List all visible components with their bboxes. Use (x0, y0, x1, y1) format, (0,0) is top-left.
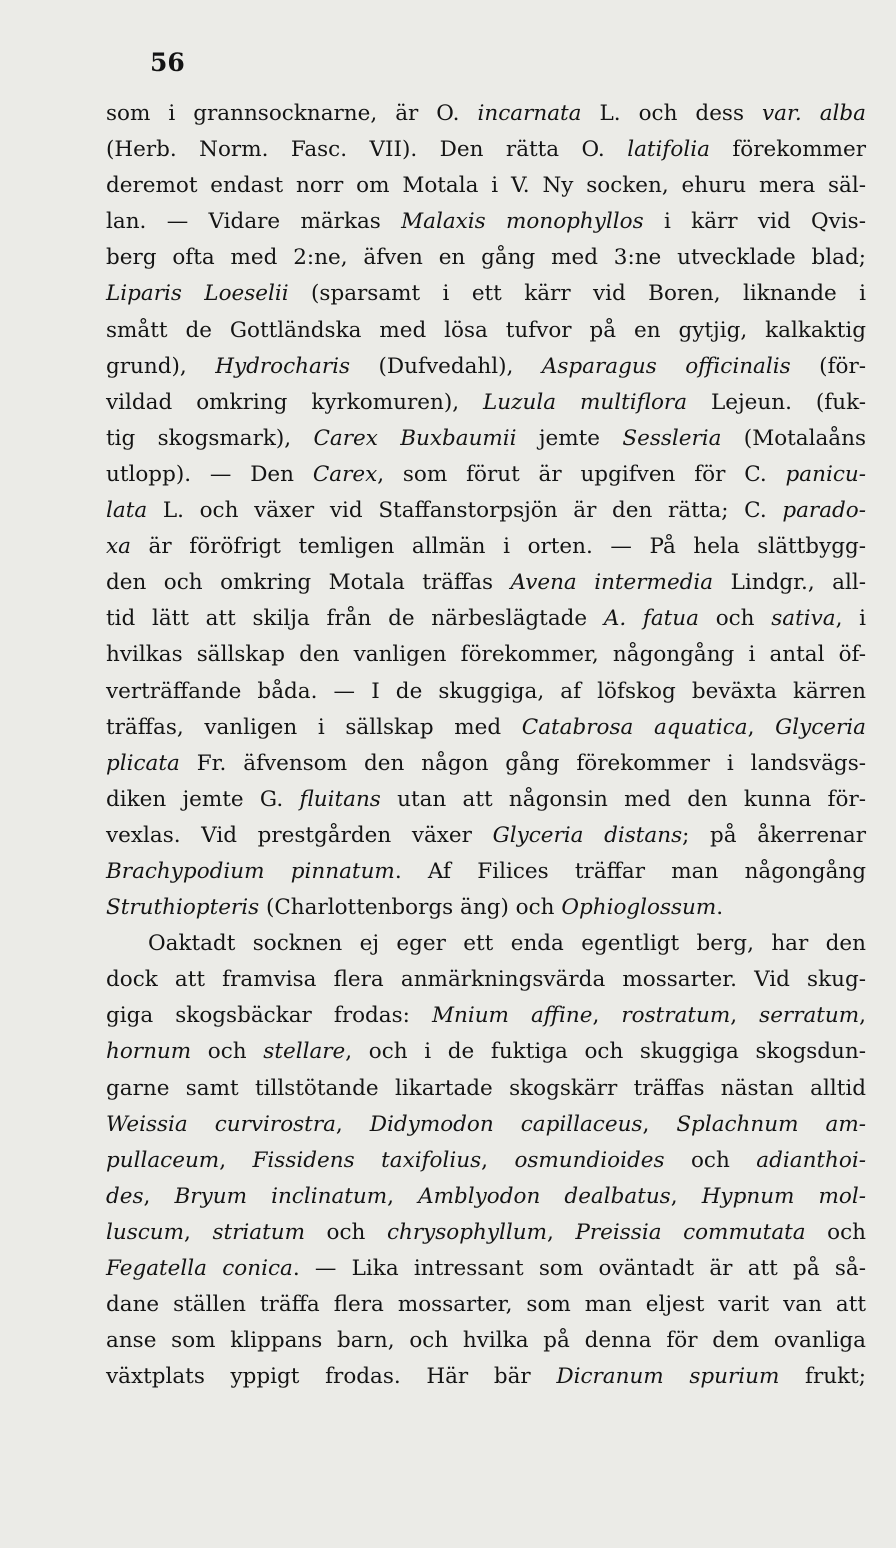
italic-term: pullaceum (106, 1147, 220, 1173)
page-number: 56 (150, 48, 185, 77)
text-run: , (335, 1111, 370, 1137)
text-run: verträffande båda. — I de skuggiga, af löfskog beväxta kärren (106, 678, 866, 704)
italic-term: adianthoi- (756, 1147, 866, 1173)
text-run: och (304, 1219, 387, 1245)
text-line (106, 565, 866, 601)
text-line (106, 204, 866, 240)
text-run: tid lätt att skilja från de närbeslägtade (106, 606, 604, 632)
text-run: Lejeun. (fuk- (687, 389, 866, 415)
text-line (106, 349, 866, 385)
text-run: hvilkas sällskap den vanligen förekommer, någongång i antal öf- (106, 642, 866, 668)
text-line (106, 1107, 866, 1143)
text-line (106, 782, 866, 818)
italic-term: Glyceria distans (492, 822, 683, 848)
italic-term: A. fatua (603, 606, 699, 632)
text-run: lan. — Vidare märkas (106, 209, 402, 235)
text-run: träffas, vanligen i sällskap med (106, 714, 522, 740)
text-line (106, 1323, 866, 1359)
text-run: (Motalaåns (721, 425, 866, 451)
text-run: giga skogsbäckar frodas: (106, 1003, 432, 1029)
text-line (106, 1251, 866, 1287)
italic-term: lata (106, 498, 148, 524)
text-line (106, 529, 866, 565)
text-run: den och omkring Motala träffas (106, 570, 511, 596)
text-line (106, 710, 866, 746)
text-run: , (730, 1003, 760, 1029)
text-run: Oaktadt socknen ej eger ett enda egentligt berg, har den (148, 931, 866, 957)
text-run: , (481, 1147, 515, 1173)
text-line (106, 421, 866, 457)
italic-term: Preissia commutata (575, 1219, 806, 1245)
text-line (106, 601, 866, 637)
text-run: (sparsamt i ett kärr vid Boren, liknande i (288, 281, 866, 307)
text-line (106, 1071, 866, 1107)
text-line (106, 457, 866, 493)
text-line (106, 132, 866, 168)
text-run: , (670, 1183, 702, 1209)
text-line (106, 1179, 866, 1215)
italic-term: incarnata (477, 101, 582, 126)
text-line (106, 890, 866, 926)
text-run: , (184, 1219, 213, 1245)
text-run: dane ställen träffa flera mossarter, som man eljest varit van att (106, 1292, 866, 1318)
text-run: anse som klippans barn, och hvilka på denna för dem ovanliga (106, 1328, 866, 1354)
italic-term: luscum (106, 1219, 185, 1245)
text-run: frukt; (779, 1364, 866, 1390)
italic-term: Fissidens taxifolius (252, 1147, 482, 1173)
text-line (106, 854, 866, 890)
italic-term: Malaxis monophyllos (401, 209, 644, 235)
text-line (106, 674, 866, 710)
text-line (106, 385, 866, 421)
italic-term: stellare (263, 1039, 346, 1065)
text-line (106, 240, 866, 276)
text-run: (för- (790, 353, 867, 379)
italic-term: xa (106, 534, 131, 560)
text-run: är föröfrigt temligen allmän i orten. — På hela slättbygg- (130, 534, 866, 560)
italic-term: Brachypodium pinnatum (106, 858, 395, 884)
text-run: i kärr vid Qvis- (643, 209, 866, 235)
text-run: , (143, 1183, 175, 1209)
italic-term: Didymodon capillaceus (369, 1111, 643, 1137)
italic-term: Asparagus officinalis (541, 353, 791, 379)
text-run: garne samt tillstötande likartade skogskärr träffas nästan alltid (106, 1075, 866, 1101)
italic-term: Splachnum am- (676, 1111, 866, 1137)
text-run: jemte (516, 425, 623, 451)
italic-term: serratum (759, 1003, 860, 1029)
text-run: , som förut är upgifven för C. (377, 461, 786, 487)
italic-term: Fegatella conica (106, 1256, 293, 1281)
text-line (106, 998, 866, 1034)
italic-term: Catabrosa aquatica (521, 714, 748, 740)
italic-term: hornum (106, 1039, 192, 1065)
text-run: L. och dess (581, 101, 762, 126)
text-run: och (698, 606, 772, 632)
italic-term: osmundioides (514, 1147, 665, 1173)
text-run: , (219, 1147, 253, 1173)
italic-term: Mnium affine (431, 1003, 593, 1029)
text-run: . — Lika intressant som oväntadt är att på så- (292, 1256, 867, 1281)
italic-term: Bryum inclinatum (174, 1183, 388, 1209)
text-line (106, 1215, 866, 1251)
italic-term: Carex Buxbaumii (313, 425, 517, 451)
text-run: , (387, 1183, 419, 1209)
text-line (106, 313, 866, 349)
text-line (106, 96, 866, 132)
text-line (106, 1034, 866, 1070)
text-run: smått de Gottländska med lösa tufvor på en gytjig, kalkaktig (106, 317, 866, 343)
text-run: förekommer (709, 137, 866, 163)
italic-term: Sessleria (622, 425, 722, 451)
text-line (106, 276, 866, 312)
text-run: utan att någonsin med den kunna för- (380, 786, 866, 812)
text-run: (Charlottenborgs äng) och (259, 895, 562, 921)
text-run: (Herb. Norm. Fasc. VII). Den rätta O. (106, 137, 628, 163)
text-run: och (664, 1147, 757, 1173)
text-run: vexlas. Vid prestgården växer (106, 822, 493, 848)
italic-term: var. alba (762, 101, 866, 126)
italic-term: Amblyodon dealbatus (418, 1183, 671, 1209)
text-run: . Af Filices träffar man någongång (394, 858, 866, 884)
text-run: vildad omkring kyrkomuren), (106, 389, 484, 415)
italic-term: des (106, 1183, 144, 1209)
text-run: som i grannsocknarne, är O. (106, 101, 478, 126)
italic-term: Struthiopteris (106, 895, 260, 921)
italic-term: chrysophyllum (386, 1219, 547, 1245)
text-run: L. och växer vid Staffanstorpsjön är den rätta; C. (147, 498, 783, 524)
text-line (106, 493, 866, 529)
text-run: (Dufvedahl), (350, 353, 542, 379)
text-line (106, 926, 866, 962)
text-run: utlopp). — Den (106, 461, 313, 487)
text-run: Lindgr., all- (713, 570, 866, 596)
text-run: och (191, 1039, 264, 1065)
italic-term: Weissia curvirostra (106, 1111, 336, 1137)
italic-term: Avena intermedia (510, 570, 714, 596)
text-run: , (547, 1219, 576, 1245)
italic-term: fluitans (299, 786, 381, 812)
text-run: och (805, 1219, 867, 1245)
italic-term: rostratum (621, 1003, 731, 1029)
italic-term: sativa (771, 606, 836, 632)
text-run: Fr. äfvensom den någon gång förekommer i landsvägs- (179, 750, 866, 776)
italic-term: paradо- (782, 498, 866, 524)
text-run: dock att framvisa flera anmärkningsvärda mossarter. Vid skug- (106, 967, 866, 993)
text-run: diken jemte G. (106, 786, 300, 812)
text-line (106, 746, 866, 782)
text-run: , (747, 714, 776, 740)
text-run: , och i de fuktiga och skuggiga skogsdun- (345, 1039, 866, 1065)
italic-term: panicu- (785, 461, 867, 487)
text-line (106, 818, 866, 854)
italic-term: latifolia (627, 137, 710, 163)
text-run: växtplats yppigt frodas. Här bär (106, 1364, 557, 1390)
text-run: deremot endast norr om Motala i V. Ny socken, ehuru mera säl- (106, 173, 866, 199)
italic-term: striatum (212, 1219, 305, 1245)
italic-term: Dicranum spurium (556, 1364, 780, 1390)
text-line (106, 168, 866, 204)
body-text (106, 96, 866, 1395)
text-line (106, 1143, 866, 1179)
italic-term: Hypnum mol- (701, 1183, 867, 1209)
italic-term: Carex (312, 461, 378, 487)
italic-term: Luzula multiflora (483, 389, 688, 415)
text-run: , (642, 1111, 677, 1137)
text-run: , i (835, 606, 866, 632)
text-line (106, 1287, 866, 1323)
text-run: , (592, 1003, 622, 1029)
italic-term: Glyceria (775, 714, 866, 740)
text-line (106, 637, 866, 673)
text-run: grund), (106, 353, 216, 379)
text-run: . (716, 895, 724, 921)
text-run: berg ofta med 2:ne, äfven en gång med 3:ne utvecklade blad; (106, 245, 866, 271)
italic-term: Ophioglossum (561, 895, 717, 921)
text-run: tig skogsmark), (106, 425, 314, 451)
italic-term: plicata (106, 750, 180, 776)
text-run: ; på åkerrenar (682, 822, 867, 848)
text-line (106, 962, 866, 998)
text-line (106, 1359, 866, 1395)
italic-term: Liparis Loeselii (106, 281, 289, 307)
italic-term: Hydrocharis (215, 353, 351, 379)
text-run: , (859, 1003, 867, 1029)
